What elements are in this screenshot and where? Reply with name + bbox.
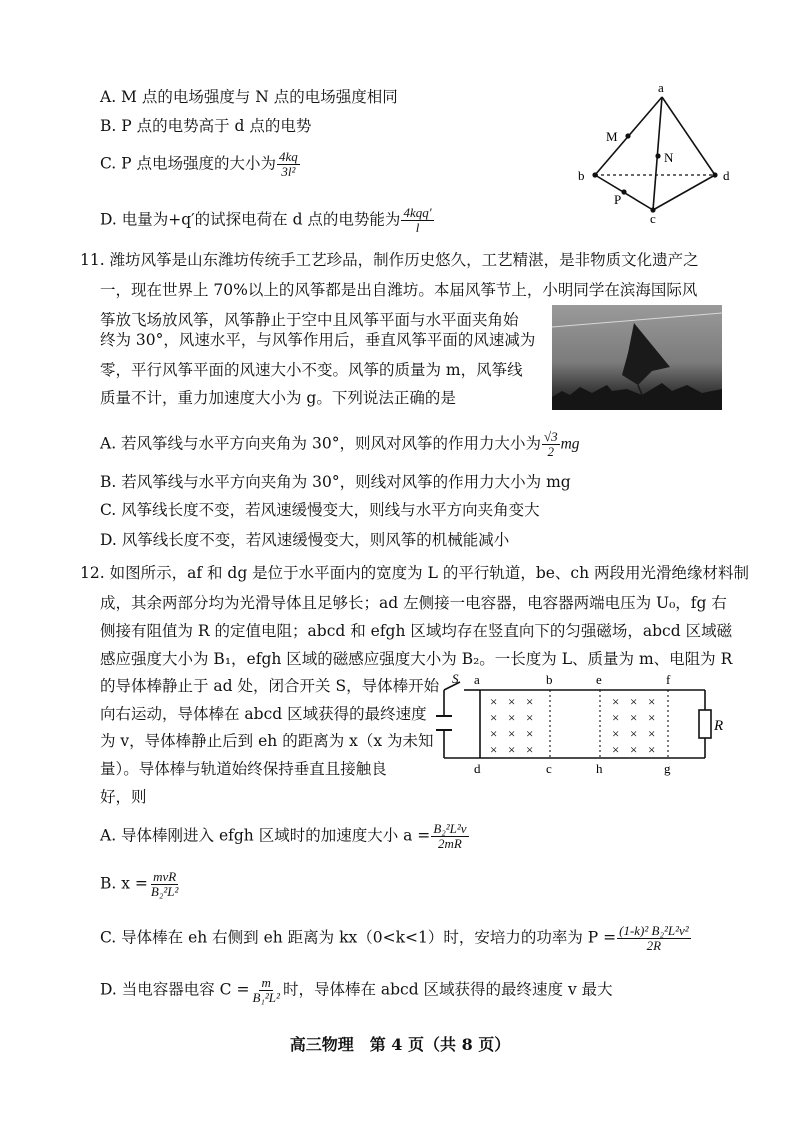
q12-line-7: 为 v，导体棒静止后到 eh 的距离为 x（x 为未知: [100, 732, 434, 750]
q12-line-3: 侧接有阻值为 R 的定值电阻；abcd 和 efgh 区域均存在竖直向下的匀强磁场，abcd 区域磁: [100, 622, 733, 640]
q11-line-1: 11. 潍坊风筝是山东潍坊传统手工艺珍品，制作历史悠久，工艺精湛，是非物质文化遗产之: [80, 251, 699, 269]
q12-line-6: 向右运动，导体棒在 abcd 区域获得的最终速度: [100, 705, 427, 723]
svg-text:×: ×: [630, 726, 638, 741]
label-b: b: [546, 672, 553, 687]
q12-option-c: C. 导体棒在 eh 右侧到 eh 距离为 kx（0<k<1）时，安培力的功率为 P = $\frac{\text{(1-k)² B₂²L²v²}}{2R}$: [100, 923, 689, 953]
label-h: h: [596, 761, 603, 776]
q12-option-d: D. 当电容器电容 C = $\frac{m}{\text{B₁²L²}}$ 时，导体棒在 abcd 区域获得的最终速度 v 最大: [100, 975, 613, 1005]
svg-text:×: ×: [508, 710, 516, 725]
label-d: d: [474, 761, 481, 776]
q11-line-5: 零，平行风筝平面的风速大小不变。风筝的质量为 m，风筝线: [100, 361, 523, 379]
field-abcd: [490, 694, 533, 757]
svg-text:×: ×: [648, 694, 656, 709]
label-c: c: [546, 761, 552, 776]
q10-option-b: B. P 点的电势高于 d 点的电势: [100, 117, 312, 135]
q11-option-b: B. 若风筝线与水平方向夹角为 30°，则线对风筝的作用力大小为 mg: [100, 473, 571, 491]
svg-text:×: ×: [526, 694, 534, 709]
tetrahedron-figure: [570, 80, 740, 225]
rail-circuit-figure: [430, 670, 730, 780]
svg-text:×: ×: [508, 726, 516, 741]
svg-text:×: ×: [648, 710, 656, 725]
svg-text:×: ×: [526, 710, 534, 725]
svg-text:×: ×: [526, 726, 534, 741]
svg-text:×: ×: [508, 742, 516, 757]
label-a: a: [474, 672, 480, 687]
svg-text:×: ×: [508, 694, 516, 709]
svg-text:×: ×: [612, 710, 620, 725]
page-footer: 高三物理 第 4 页（共 8 页）: [289, 1035, 511, 1054]
q12-line-5: 的导体棒静止于 ad 处，闭合开关 S，导体棒开始: [100, 677, 440, 695]
q10-option-d: D. 电量为+q′的试探电荷在 d 点的电势能为 $\frac{\text{4kqq′}}{l}$: [100, 205, 432, 235]
svg-text:×: ×: [490, 726, 498, 741]
svg-text:×: ×: [526, 742, 534, 757]
q10-option-c: C. P 点电场强度的大小为 $\frac{4kq}{\text{3l²}}$: [100, 149, 298, 179]
q12-option-a: A. 导体棒刚进入 efgh 区域时的加速度大小 a = $\frac{\text{B₂²L²v}}{2mR}$: [100, 821, 467, 851]
label-b: b: [578, 168, 585, 183]
q12-line-8: 量）。导体棒与轨道始终保持垂直且接触良: [100, 760, 387, 778]
label-M: M: [606, 129, 618, 144]
field-efgh: [612, 694, 655, 757]
label-P: P: [614, 192, 622, 207]
label-e: e: [596, 672, 602, 687]
q12-line-1: 12. 如图所示，af 和 dg 是位于水平面内的宽度为 L 的平行轨道，be、ch 两段用光滑绝缘材料制: [80, 564, 750, 582]
q10-option-a: A. M 点的电场强度与 N 点的电场强度相同: [100, 88, 398, 106]
q11-line-6: 质量不计，重力加速度大小为 g。下列说法正确的是: [100, 389, 456, 407]
q11-line-2: 一，现在世界上 70%以上的风筝都是出自潍坊。本届风筝节上，小明同学在滨海国际风: [100, 281, 698, 299]
label-a: a: [658, 80, 664, 95]
svg-text:×: ×: [490, 742, 498, 757]
svg-text:×: ×: [490, 694, 498, 709]
q11-option-d: D. 风筝线长度不变，若风速缓慢变大，则风筝的机械能减小: [100, 531, 510, 549]
q11-option-a: A. 若风筝线与水平方向夹角为 30°，则风对风筝的作用力大小为 $\frac{√3}{2}$ mg: [100, 429, 580, 459]
q12-line-4: 感应强度大小为 B₁，efgh 区域的磁感应强度大小为 B₂。一长度为 L、质量为 m、电阻为 R: [100, 650, 733, 668]
q11-line-4: 终为 30°，风速水平，与风筝作用后，垂直风筝平面的风速减为: [100, 331, 536, 349]
svg-text:×: ×: [612, 742, 620, 757]
svg-text:×: ×: [490, 710, 498, 725]
q12-line-9: 好，则: [100, 788, 147, 806]
svg-text:×: ×: [630, 742, 638, 757]
q11-line-3: 筝放飞场放风筝，风筝静止于空中且风筝平面与水平面夹角始: [100, 311, 519, 329]
svg-text:×: ×: [612, 694, 620, 709]
label-R: R: [714, 718, 724, 734]
svg-text:×: ×: [648, 726, 656, 741]
label-c: c: [650, 211, 656, 225]
label-g: g: [664, 761, 671, 776]
svg-text:×: ×: [630, 694, 638, 709]
q12-line-2: 成，其余两部分均为光滑导体且足够长；ad 左侧接一电容器，电容器两端电压为 U₀，fg 右: [100, 594, 727, 612]
kite-photo: [552, 305, 722, 410]
label-S: S: [452, 671, 459, 686]
svg-text:×: ×: [648, 742, 656, 757]
label-d: d: [723, 168, 730, 183]
svg-text:×: ×: [630, 710, 638, 725]
svg-text:×: ×: [612, 726, 620, 741]
q11-option-c: C. 风筝线长度不变，若风速缓慢变大，则线与水平方向夹角变大: [100, 501, 540, 519]
label-N: N: [664, 150, 674, 165]
label-f: f: [666, 672, 671, 687]
q12-option-b: B. x = $\frac{\text{mvR}}{\text{B₂²L²}}$: [100, 869, 179, 899]
